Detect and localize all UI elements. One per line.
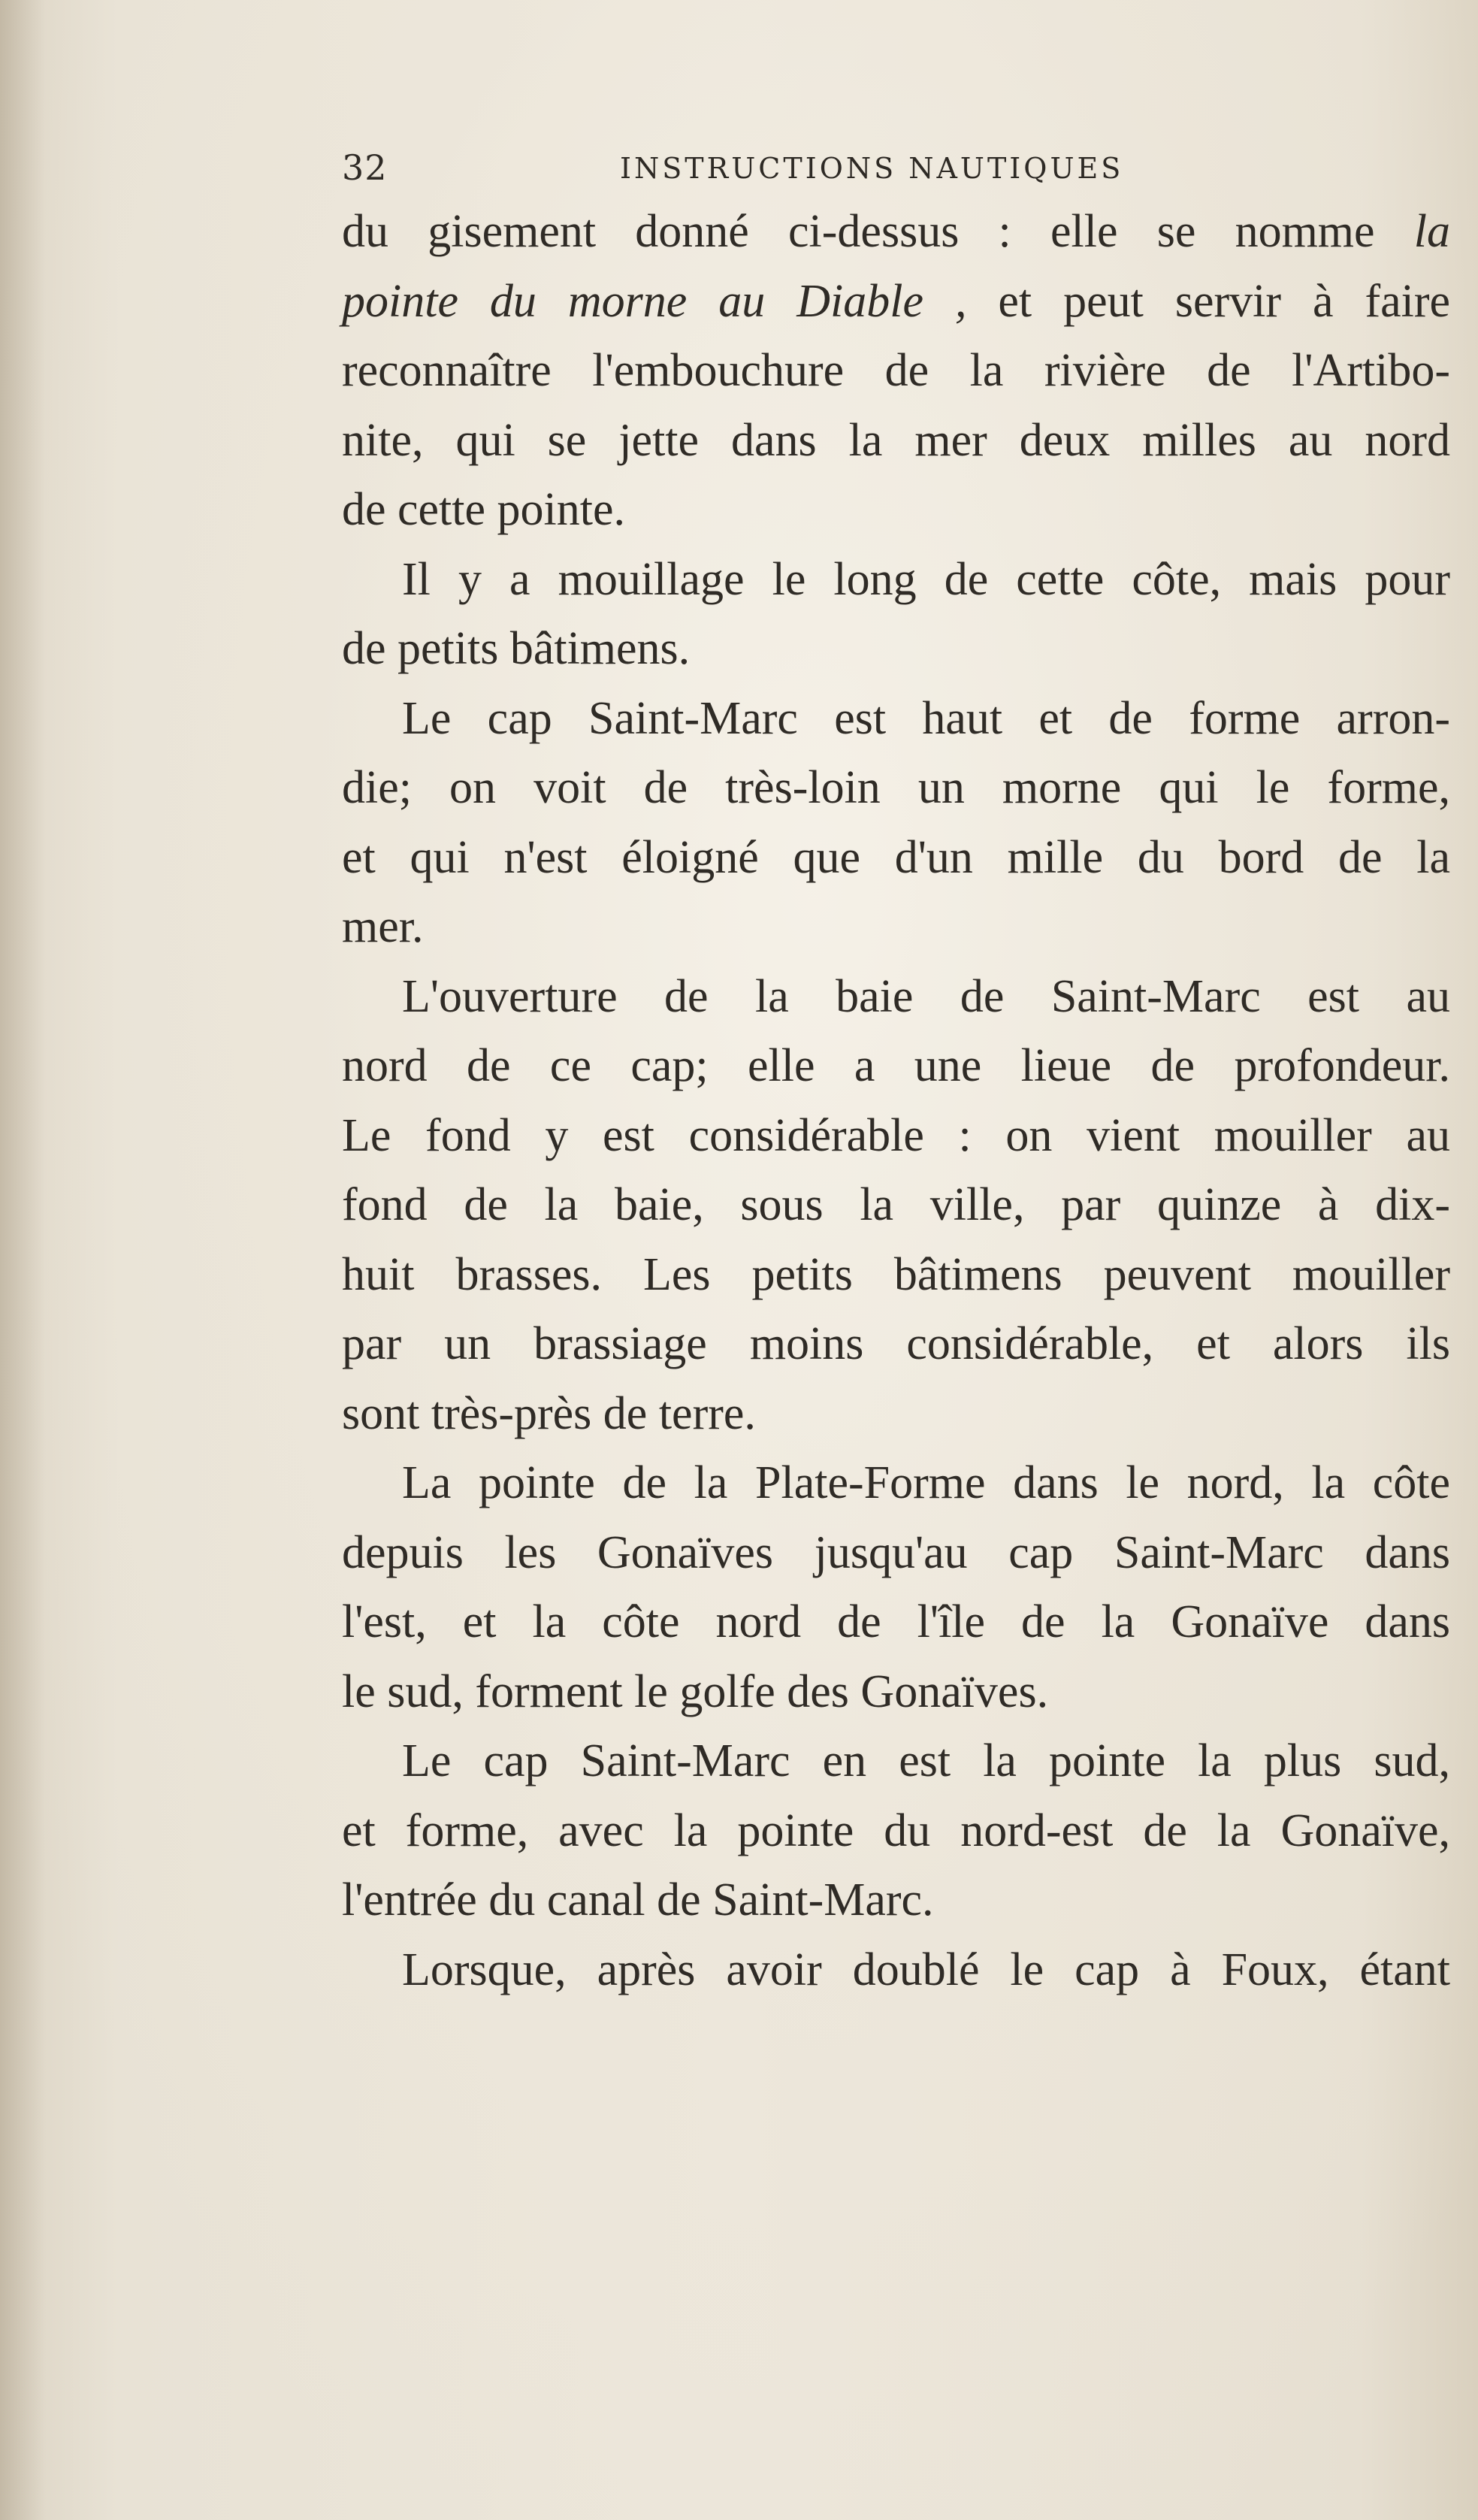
page-header <box>342 147 1458 200</box>
page-number: 32 <box>342 147 388 188</box>
running-head: INSTRUCTIONS NAUTIQUES <box>620 152 1124 185</box>
text-line: Lorsque, après avoir doublé le cap à Foux, étant <box>402 1944 1450 1995</box>
text-line: L'ouverture de la baie de Saint-Marc est au <box>402 970 1450 1022</box>
text-line: mer. <box>342 901 424 952</box>
text-line: depuis les Gonaïves jusqu'au cap Saint-Marc dans <box>342 1526 1450 1578</box>
text-line: le sud, forment le golfe des Gonaïves. <box>342 1665 1049 1717</box>
page-gutter-shadow <box>0 0 45 2520</box>
text-line: et forme, avec la pointe du nord-est de la Gonaïve, <box>342 1805 1450 1856</box>
text-line: du gisement donné ci-dessus : elle se nomme la <box>342 206 1450 257</box>
text-line: La pointe de la Plate-Forme dans le nord, la côte <box>402 1457 1450 1508</box>
text-line: reconnaître l'embouchure de la rivière de l'Artibo- <box>342 345 1450 396</box>
text-line: nord de ce cap; elle a une lieue de profondeur. <box>342 1040 1450 1091</box>
text-line: fond de la baie, sous la ville, par quinze à dix- <box>342 1179 1450 1230</box>
text-line: et qui n'est éloigné que d'un mille du bord de la <box>342 831 1450 883</box>
text-line: Le cap Saint-Marc en est la pointe la plus sud, <box>402 1735 1450 1786</box>
text-line: Il y a mouillage le long de cette côte, mais pour <box>402 553 1450 605</box>
text-line: nite, qui se jette dans la mer deux milles au nord <box>342 414 1450 466</box>
text-line: Le fond y est considérable : on vient mouiller au <box>342 1109 1450 1161</box>
text-line: Le cap Saint-Marc est haut et de forme arron- <box>402 692 1450 744</box>
body-text <box>342 197 1450 2004</box>
text-line: par un brassiage moins considérable, et alors ils <box>342 1318 1450 1369</box>
text-line: de petits bâtimens. <box>342 623 691 674</box>
text-line: die; on voit de très-loin un morne qui le forme, <box>342 762 1450 813</box>
text-line: de cette pointe. <box>342 484 625 535</box>
text-line: huit brasses. Les petits bâtimens peuvent mouiller <box>342 1248 1450 1300</box>
text-line: l'entrée du canal de Saint-Marc. <box>342 1874 934 1926</box>
text-line: pointe du morne au Diable , et peut servir à faire <box>342 275 1450 327</box>
text-line: l'est, et la côte nord de l'île de la Gonaïve dans <box>342 1596 1450 1647</box>
text-line: sont très-près de terre. <box>342 1387 756 1439</box>
